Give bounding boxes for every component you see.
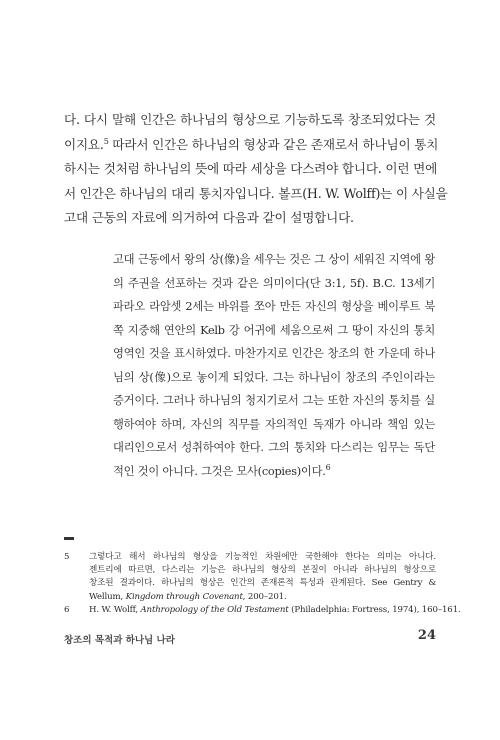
footnote-reference: 5 (103, 136, 109, 146)
quote-line: 고대 근동에서 왕의 상(像)을 세우는 것은 그 상이 세워진 지역에 왕 (113, 253, 435, 266)
text-line: 이지요.$^5$ 따라서 인간은 하나님의 형상과 같은 존재로서 하나님이 통치 (64, 136, 439, 152)
footnote-number: 6 (64, 604, 70, 615)
footnote (64, 551, 436, 604)
footnote (64, 604, 461, 617)
footnote-line: 젠트리에 따르면, 다스리는 기능은 하나님의 형상의 본질이 아니라 하나님의 형상으로 (89, 565, 436, 576)
page-number: 24 (417, 628, 436, 643)
book-title: Anthropology of the Old Testament (140, 604, 289, 615)
footnote-number: 5 (64, 552, 70, 562)
book-title: Kingdom through Covenant (125, 591, 243, 602)
text-line: 다. 다시 말해 인간은 하나님의 형상으로 기능하도록 창조되었다는 것 (64, 112, 436, 127)
footnote-text (89, 551, 436, 604)
main-paragraph (64, 108, 448, 231)
quote-line: 쪽 지중해 연안의 Kelb 강 어귀에 세움으로써 그 땅이 자신의 통치 (113, 323, 435, 337)
quote-line: 증거이다. 그러나 하나님의 청지기로서 그는 또한 자신의 통치를 실 (113, 394, 435, 407)
text-line: 서 인간은 하나님의 대리 통치자입니다. 볼프(H. W. Wolff)는 이 사실을 (64, 185, 448, 201)
footnotes (64, 551, 461, 617)
footnote-reference: 6 (325, 462, 331, 472)
footnote-text (89, 604, 461, 617)
footnote-line: 창조된 결과이다. 하나님의 형상은 인간의 존재론적 특성과 관계된다. See Gentry & (89, 578, 436, 589)
block-quote (113, 248, 435, 483)
text-line: 하시는 것처럼 하나님의 뜻에 따라 세상을 다스려야 합니다. 이런 면에 (64, 161, 438, 176)
footnote-separator (64, 537, 74, 540)
quote-line: 대리인으로서 성취하여야 한다. 그의 통치와 다스리는 임무는 독단 (113, 441, 435, 454)
footnote-line: Wellum, Kingdom through Covenant, 200–201. (89, 591, 287, 602)
quote-line: 파라오 라암셋 2세는 바위를 쪼아 만든 자신의 형상을 베이루트 북 (113, 300, 435, 313)
footnote-line: 그렇다고 해서 하나님의 형상을 기능적인 차원에만 국한해야 한다는 의미는 아니다. (89, 552, 436, 562)
running-head: 창조의 목적과 하나님 나라 (64, 635, 175, 646)
quote-line: 적인 것이 아니다. 그것은 모사(copies)이다.$^6$ (113, 462, 331, 478)
quote-line: 영역인 것을 표시하였다. 마찬가지로 인간은 창조의 한 가운데 하나 (113, 347, 435, 360)
quote-line: 행하여야 하며, 자신의 직무를 자의적인 독재가 아니라 책임 있는 (113, 417, 435, 431)
quote-line: 님의 상(像)으로 놓이게 되었다. 그는 하나님이 창조의 주인이라는 (113, 370, 435, 384)
text-line: 고대 근동의 자료에 의거하여 다음과 같이 설명합니다. (64, 210, 354, 225)
footnote-line: H. W. Wolff, Anthropology of the Old Testament (Philadelphia: Fortress, 1974), 160–161. (89, 604, 461, 615)
quote-line: 의 주권을 선포하는 것과 같은 의미이다(단 3:1, 5f). B.C. 13세기 (113, 276, 435, 290)
